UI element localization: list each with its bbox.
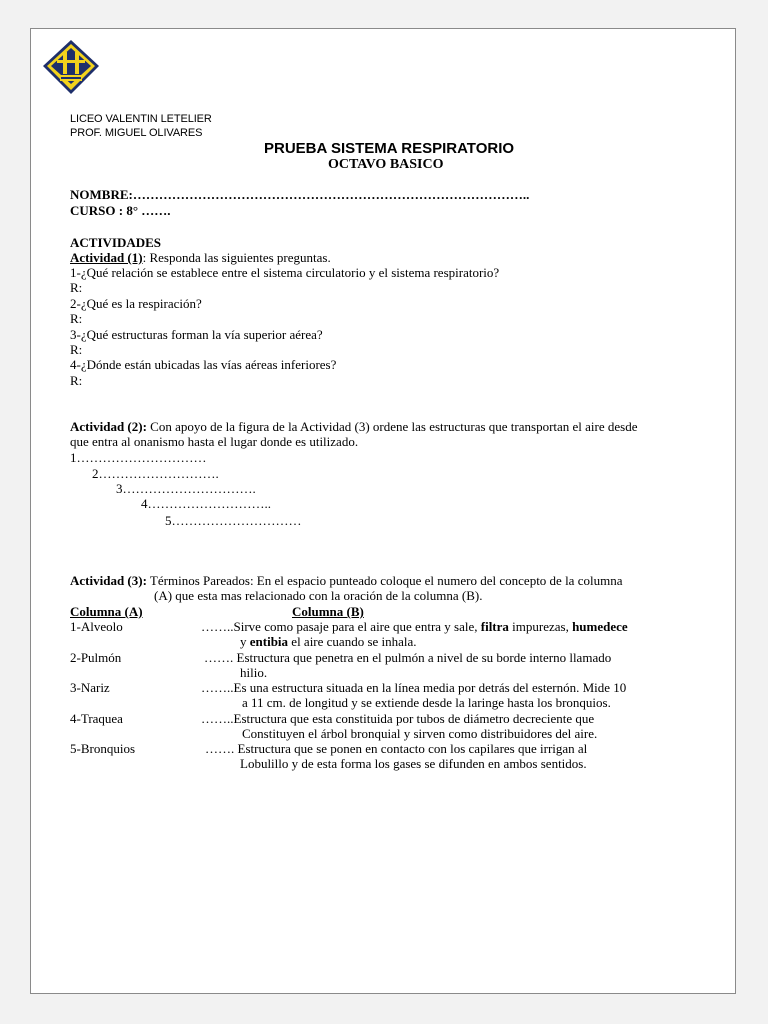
- definition-text: Estructura que penetra en el pulmón a nivel de su borde interno llamado: [236, 650, 612, 665]
- answer-4: R:: [70, 373, 83, 388]
- definition-text: Estructura que se ponen en contacto con los capilares que irrigan al: [237, 741, 588, 756]
- answer-blank: ……..: [201, 711, 234, 726]
- column-b-definition-line: [242, 726, 597, 741]
- definition-text: a 11 cm. de longitud y se extiende desde la laringe hasta los bronquios.: [242, 695, 611, 710]
- definition-text: Lobulillo y de esta forma los gases se difunden en ambos sentidos.: [240, 756, 587, 771]
- order-step-5: 5…………………………: [165, 513, 302, 528]
- activity3-text: Términos Pareados: En el espacio punteado coloque el numero del concepto de la columna: [146, 573, 623, 588]
- answer-1: R:: [70, 280, 83, 295]
- answer-blank: ……..: [201, 680, 234, 695]
- definition-text: impurezas,: [508, 619, 573, 634]
- definition-bold-term: humedece: [572, 619, 628, 634]
- definition-bold-term: filtra: [480, 619, 509, 634]
- definition-text: Constituyen el árbol bronquial y sirven como distribuidores del aire.: [242, 726, 598, 741]
- definition-text: y: [240, 634, 250, 649]
- definition-text: hilio.: [240, 665, 268, 680]
- order-step-1: 1…………………………: [70, 450, 207, 465]
- definition-bold-term: entibia: [249, 634, 289, 649]
- question-3: 3-¿Qué estructuras forman la vía superior aérea?: [70, 327, 323, 342]
- activity1-label: Actividad (1): [70, 250, 143, 265]
- column-b-header: Columna (B): [292, 604, 364, 619]
- column-a-term: 1-Alveolo: [70, 619, 123, 634]
- column-a-term: 2-Pulmón: [70, 650, 122, 665]
- question-1: 1-¿Qué relación se establece entre el sistema circulatorio y el sistema respiratorio?: [70, 265, 500, 280]
- definition-text: el aire cuando se inhala.: [288, 634, 417, 649]
- answer-2: R:: [70, 311, 83, 326]
- definition-text: Sirve como pasaje para el aire que entra y sale,: [233, 619, 481, 634]
- school-name: LICEO VALENTIN LETELIER: [70, 113, 212, 125]
- column-b-definition-line: [240, 756, 587, 771]
- activity2-text-line2: que entra al onanismo hasta el lugar donde es utilizado.: [70, 434, 359, 449]
- column-b-definition-line: [204, 650, 611, 665]
- column-a-header: Columna (A): [70, 604, 143, 619]
- activity1-instruction: [70, 250, 331, 265]
- activity2-label: Actividad (2):: [70, 419, 147, 434]
- answer-blank: …….: [205, 741, 238, 756]
- activity1-text: : Responda las siguientes preguntas.: [142, 250, 331, 265]
- page-title: PRUEBA SISTEMA RESPIRATORIO: [264, 140, 515, 157]
- column-b-definition-line: [201, 711, 594, 726]
- column-b-definition-line: [201, 619, 628, 634]
- activity3-instruction: [70, 573, 622, 588]
- column-b-definition-line: [240, 634, 417, 649]
- column-a-term: 3-Nariz: [70, 680, 110, 695]
- name-field: NOMBRE:………………………………………………………………………………..: [70, 187, 530, 202]
- answer-3: R:: [70, 342, 83, 357]
- course-field: CURSO : 8° …….: [70, 203, 171, 218]
- answer-blank: …….: [204, 650, 237, 665]
- column-a-term: 5-Bronquios: [70, 741, 135, 756]
- column-b-definition-line: [242, 695, 611, 710]
- activity3-text-line2: (A) que esta mas relacionado con la oración de la columna (B).: [154, 588, 483, 603]
- page-subtitle: OCTAVO BASICO: [328, 157, 444, 172]
- question-4: 4-¿Dónde están ubicadas las vías aéreas inferiores?: [70, 357, 337, 372]
- activity2-instruction: [70, 419, 638, 434]
- order-step-2: 2……………………….: [92, 466, 219, 481]
- teacher-name: PROF. MIGUEL OLIVARES: [70, 127, 203, 139]
- definition-text: Es una estructura situada en la línea media por detrás del esternón. Mide 10: [233, 680, 627, 695]
- definition-text: Estructura que esta constituida por tubos de diámetro decreciente que: [233, 711, 595, 726]
- order-step-3: 3………………………….: [116, 481, 256, 496]
- column-a-term: 4-Traquea: [70, 711, 123, 726]
- activity2-text: Con apoyo de la figura de la Actividad (3) ordene las estructuras que transportan el aire desde: [146, 419, 638, 434]
- document-page: [30, 28, 736, 994]
- school-logo-icon: [41, 38, 101, 96]
- column-b-definition-line: [205, 741, 587, 756]
- column-b-definition-line: [240, 665, 267, 680]
- activity3-label: Actividad (3):: [70, 573, 147, 588]
- question-2: 2-¿Qué es la respiración?: [70, 296, 202, 311]
- answer-blank: ……..: [201, 619, 234, 634]
- order-step-4: 4………………………..: [141, 496, 271, 511]
- activities-heading: ACTIVIDADES: [70, 235, 162, 250]
- column-b-definition-line: [201, 680, 626, 695]
